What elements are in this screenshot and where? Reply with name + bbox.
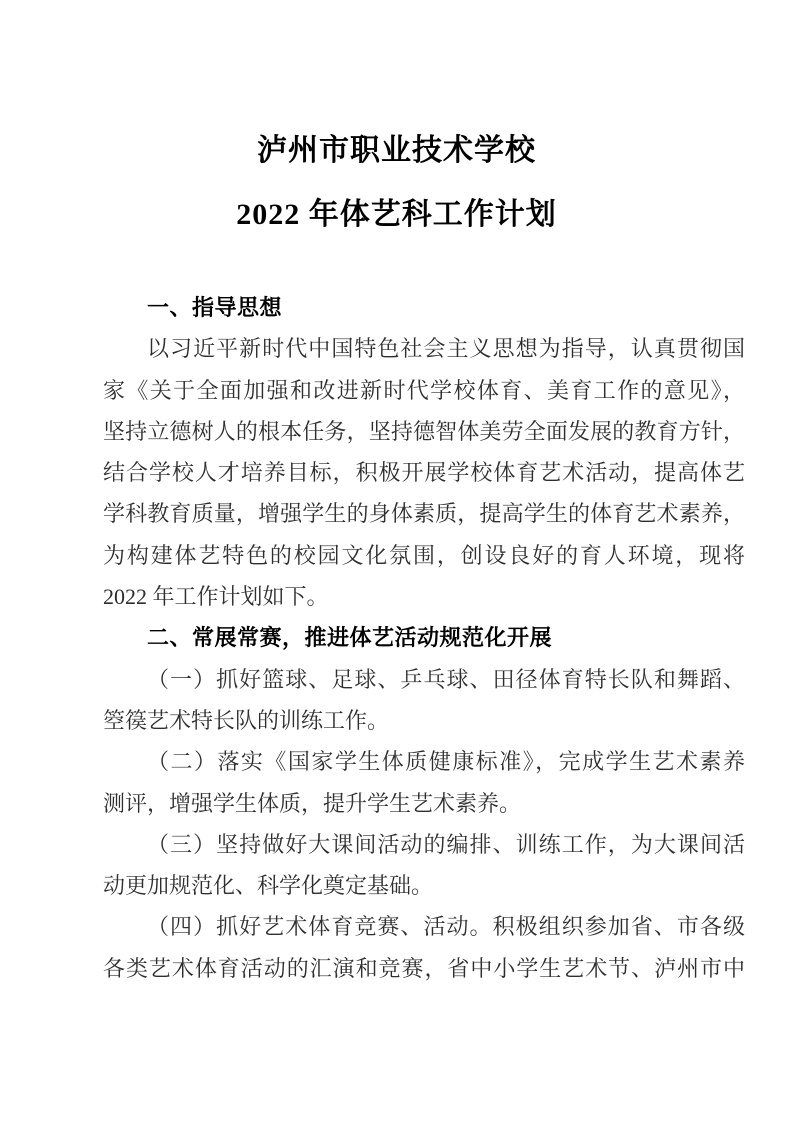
text-line: （三）坚持做好大课间活动的编排、训练工作，为大课间活 — [147, 831, 745, 857]
text-line: 2022 年工作计划如下。 — [103, 584, 329, 610]
text-line: 结合学校人才培养目标，积极开展学校体育艺术活动，提高体艺 — [103, 460, 745, 486]
text-line: （二）落实《国家学生体质健康标准》，完成学生艺术素养 — [147, 749, 745, 775]
text-line: 为构建体艺特色的校园文化氛围，创设良好的育人环境，现将 — [103, 542, 745, 568]
document-title-line-2: 2022 年体艺科工作计划 — [236, 198, 557, 231]
text-line: 以习近平新时代中国特色社会主义思想为指导，认真贯彻国 — [147, 336, 745, 362]
section-heading-line: 一、指导思想 — [147, 295, 283, 320]
text-line: 箜篌艺术特长队的训练工作。 — [103, 707, 390, 733]
document-title-block — [0, 119, 793, 247]
document-body — [103, 287, 745, 989]
document-title-line-1: 泸州市职业技术学校 — [257, 134, 536, 167]
text-line: 动更加规范化、科学化奠定基础。 — [103, 873, 434, 899]
text-line: 学科教育质量，增强学生的身体素质，提高学生的体育艺术素养， — [103, 501, 745, 527]
text-line: 家《关于全面加强和改进新时代学校体育、美育工作的意见》， — [103, 377, 745, 403]
text-line: 测评，增强学生体质，提升学生艺术素养。 — [103, 790, 522, 816]
text-line: （一）抓好篮球、足球、乒乓球、田径体育特长队和舞蹈、 — [147, 666, 745, 692]
section-heading-line: 二、常展常赛，推进体艺活动规范化开展 — [147, 625, 553, 651]
text-line: （四）抓好艺术体育竞赛、活动。积极组织参加省、市各级 — [147, 914, 745, 940]
text-line: 各类艺术体育活动的汇演和竞赛，省中小学生艺术节、泸州市中 — [103, 955, 745, 981]
text-line: 坚持立德树人的根本任务，坚持德智体美劳全面发展的教育方针， — [103, 418, 745, 444]
